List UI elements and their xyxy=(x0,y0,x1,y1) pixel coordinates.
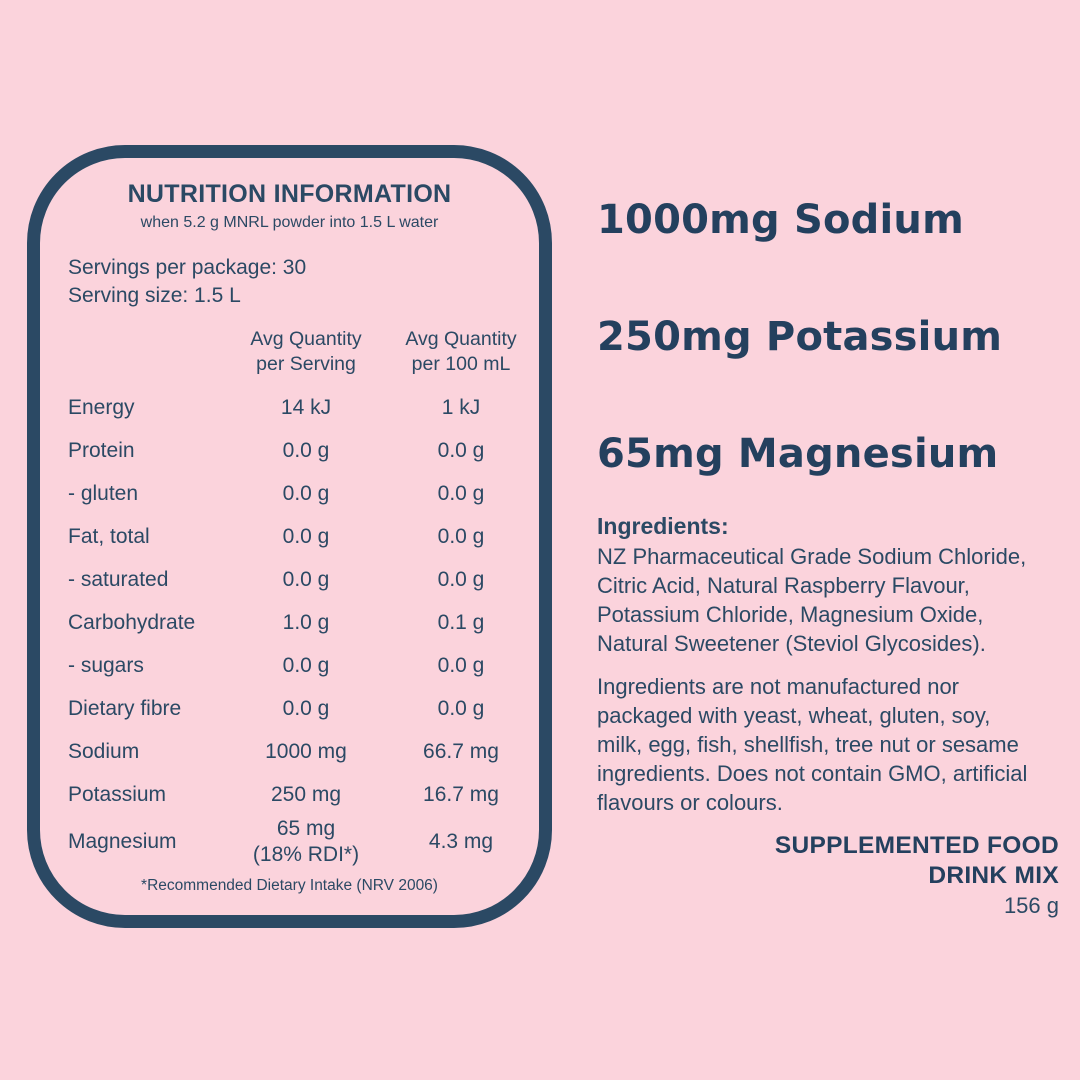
nutrient-row xyxy=(40,472,539,515)
value-per-serving: 0.0 g xyxy=(282,524,330,548)
nutrient-label: Sodium xyxy=(68,739,140,763)
table-header-row xyxy=(40,327,539,378)
column-header-text: Avg Quantity xyxy=(250,327,362,350)
column-header-per-100ml xyxy=(386,327,536,378)
nutrient-row xyxy=(40,515,539,558)
nutrient-label: Dietary fibre xyxy=(68,696,182,720)
value-per-100ml: 0.1 g xyxy=(437,610,485,634)
nutrient-row xyxy=(40,558,539,601)
value-per-serving: 1.0 g xyxy=(282,610,330,634)
value-per-100ml: 66.7 mg xyxy=(423,739,499,763)
paragraph-line: Potassium Chloride, Magnesium Oxide, xyxy=(597,601,984,627)
rdi-footnote: *Recommended Dietary Intake (NRV 2006) xyxy=(141,876,438,894)
value-per-100ml: 1 kJ xyxy=(441,395,481,419)
value-per-serving: 0.0 g xyxy=(282,696,330,720)
value-per-serving: 14 kJ xyxy=(280,395,332,419)
nutrient-label: Magnesium xyxy=(68,829,177,853)
footer-drink-mix: DRINK MIX xyxy=(928,861,1059,889)
value-per-serving: 250 mg xyxy=(270,782,342,806)
highlight-potassium: 250mg Potassium xyxy=(597,313,1003,360)
value-per-serving: 0.0 g xyxy=(282,481,330,505)
nutrient-row xyxy=(40,429,539,472)
paragraph-line: packaged with yeast, wheat, gluten, soy, xyxy=(597,702,991,728)
nutrient-label: Protein xyxy=(68,438,135,462)
value-per-serving-note: (18% RDI*) xyxy=(252,842,360,866)
product-footer xyxy=(597,831,1059,921)
footer-supplemented-food: SUPPLEMENTED FOOD xyxy=(774,831,1059,859)
highlight-sodium: 1000mg Sodium xyxy=(597,197,964,243)
value-per-100ml: 16.7 mg xyxy=(423,782,499,806)
servings-per-package: Servings per package: 30 xyxy=(68,255,307,279)
paragraph-line: Natural Sweetener (Steviol Glycosides). xyxy=(597,630,986,656)
allergen-note xyxy=(597,672,1059,817)
value-per-100ml: 0.0 g xyxy=(437,524,485,548)
nutrient-row xyxy=(40,386,539,429)
paragraph-line: NZ Pharmaceutical Grade Sodium Chloride, xyxy=(597,543,1027,569)
column-header-text: Avg Quantity xyxy=(405,327,517,350)
nutrition-panel xyxy=(27,145,552,928)
paragraph-line: milk, egg, fish, shellfish, tree nut or sesame xyxy=(597,731,1019,757)
value-per-serving: 65 mg (18% RDI*) xyxy=(226,816,386,867)
nutrient-label: Potassium xyxy=(68,782,167,806)
right-column xyxy=(597,198,1059,921)
panel-subtitle: when 5.2 g MNRL powder into 1.5 L water xyxy=(140,213,439,231)
panel-title: NUTRITION INFORMATION xyxy=(127,180,452,208)
nutrient-label: Carbohydrate xyxy=(68,610,196,634)
servings-info xyxy=(68,254,539,310)
nutrient-label: - sugars xyxy=(68,653,144,677)
nutrient-row xyxy=(40,773,539,816)
ingredients-heading: Ingredients: xyxy=(597,513,729,540)
value-per-100ml: 0.0 g xyxy=(437,567,485,591)
nutrient-label: - gluten xyxy=(68,481,139,505)
nutrient-row xyxy=(40,816,539,867)
value-per-100ml: 0.0 g xyxy=(437,438,485,462)
column-header-per-serving xyxy=(226,327,386,378)
paragraph-line: flavours or colours. xyxy=(597,789,783,815)
value-per-100ml: 0.0 g xyxy=(437,653,485,677)
value-per-serving: 0.0 g xyxy=(282,567,330,591)
nutrient-row xyxy=(40,644,539,687)
value-per-serving: 0.0 g xyxy=(282,653,330,677)
paragraph-line: ingredients. Does not contain GMO, artificial xyxy=(597,760,1028,786)
value-per-100ml: 0.0 g xyxy=(437,696,485,720)
paragraph-line: Citric Acid, Natural Raspberry Flavour, xyxy=(597,572,970,598)
ingredients-list xyxy=(597,542,1059,658)
nutrient-row xyxy=(40,601,539,644)
value-per-100ml: 4.3 mg xyxy=(428,830,494,854)
highlight-magnesium: 65mg Magnesium xyxy=(597,430,999,477)
value-per-serving: 0.0 g xyxy=(282,438,330,462)
nutrient-row xyxy=(40,730,539,773)
nutrient-label: Fat, total xyxy=(68,524,150,548)
column-header-text: per 100 mL xyxy=(411,352,511,375)
nutrient-label: - saturated xyxy=(68,567,169,591)
serving-size: Serving size: 1.5 L xyxy=(68,283,241,307)
nutrient-label: Energy xyxy=(68,395,135,419)
value-per-serving: 1000 mg xyxy=(265,739,347,763)
value-per-100ml: 0.0 g xyxy=(437,481,485,505)
nutrient-row xyxy=(40,687,539,730)
footer-net-weight: 156 g xyxy=(1003,892,1059,918)
column-header-text: per Serving xyxy=(256,352,356,375)
nutrition-table xyxy=(40,386,539,867)
paragraph-line: Ingredients are not manufactured nor xyxy=(597,673,960,699)
